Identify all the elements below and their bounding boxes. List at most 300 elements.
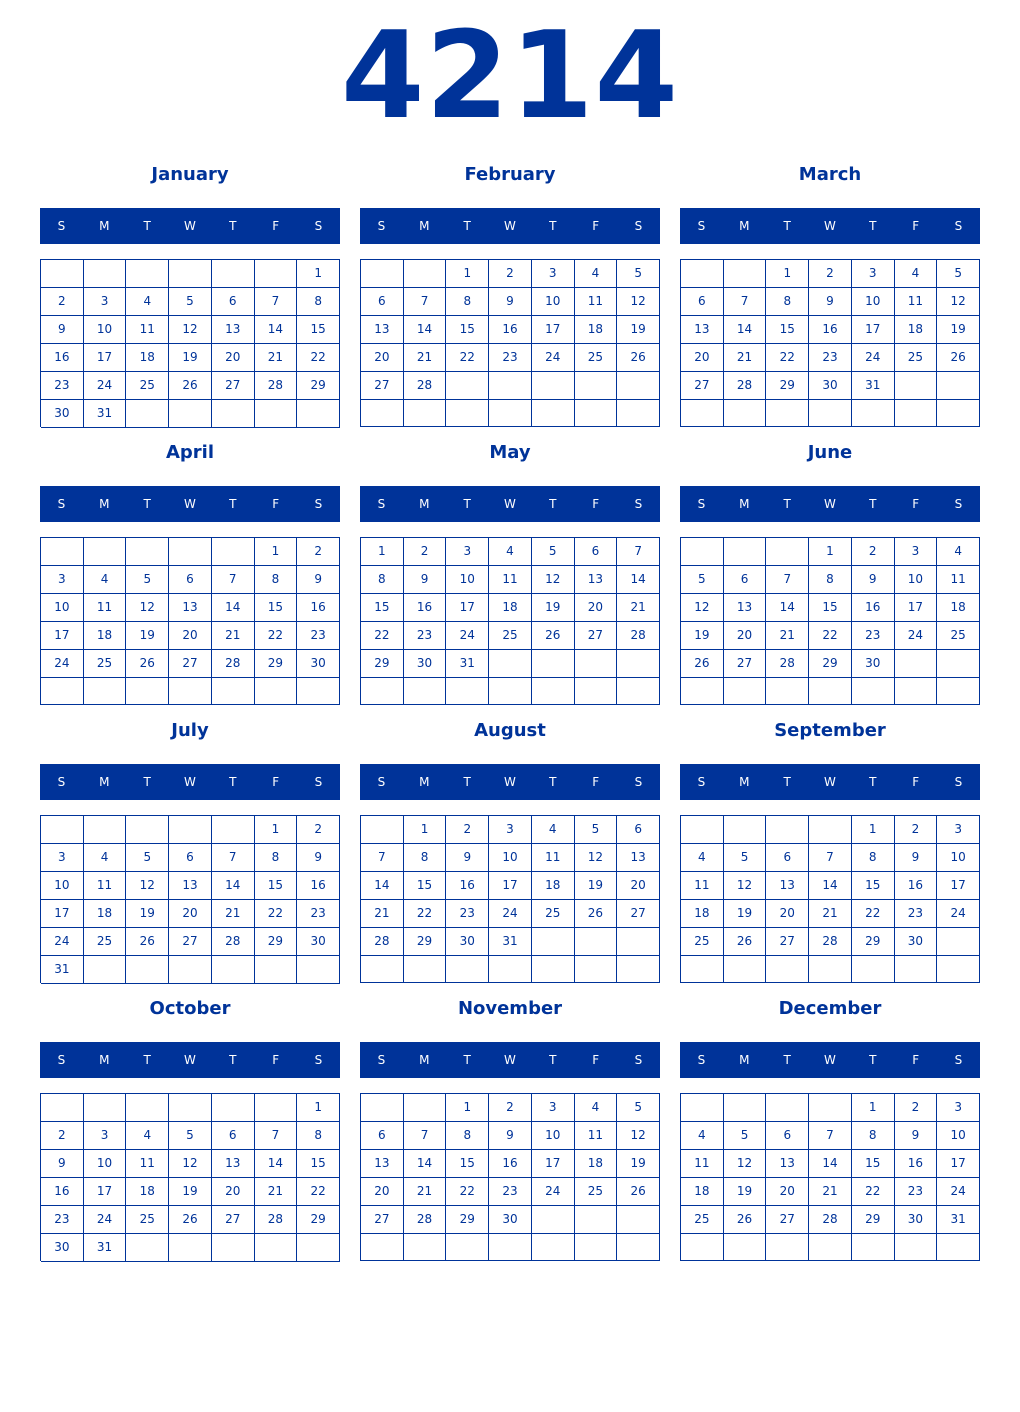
day-cell[interactable]: 4 <box>126 1122 169 1150</box>
day-cell[interactable]: 11 <box>84 594 127 622</box>
day-cell[interactable]: 18 <box>84 622 127 650</box>
day-cell[interactable]: 18 <box>681 1178 724 1206</box>
day-cell[interactable]: 19 <box>617 316 660 344</box>
day-cell[interactable]: 24 <box>532 344 575 372</box>
day-cell[interactable]: 1 <box>809 538 852 566</box>
day-cell[interactable]: 6 <box>361 288 404 316</box>
day-cell[interactable]: 21 <box>766 622 809 650</box>
day-cell[interactable]: 11 <box>937 566 980 594</box>
day-cell[interactable]: 21 <box>212 900 255 928</box>
day-cell[interactable]: 7 <box>255 288 298 316</box>
day-cell[interactable]: 26 <box>724 1206 767 1234</box>
day-cell[interactable]: 29 <box>852 1206 895 1234</box>
day-cell[interactable]: 30 <box>446 928 489 956</box>
day-cell[interactable]: 7 <box>617 538 660 566</box>
day-cell[interactable]: 25 <box>84 928 127 956</box>
day-cell[interactable]: 13 <box>212 1150 255 1178</box>
day-cell[interactable]: 19 <box>575 872 618 900</box>
day-cell[interactable]: 29 <box>852 928 895 956</box>
day-cell[interactable]: 20 <box>766 900 809 928</box>
day-cell[interactable]: 7 <box>255 1122 298 1150</box>
day-cell[interactable]: 24 <box>446 622 489 650</box>
day-cell[interactable]: 26 <box>169 372 212 400</box>
day-cell[interactable]: 20 <box>575 594 618 622</box>
day-cell[interactable]: 16 <box>809 316 852 344</box>
day-cell[interactable]: 29 <box>297 1206 340 1234</box>
day-cell[interactable]: 6 <box>169 566 212 594</box>
day-cell[interactable]: 17 <box>489 872 532 900</box>
day-cell[interactable]: 28 <box>766 650 809 678</box>
day-cell[interactable]: 1 <box>297 260 340 288</box>
day-cell[interactable]: 6 <box>681 288 724 316</box>
day-cell[interactable]: 14 <box>809 872 852 900</box>
day-cell[interactable]: 7 <box>212 566 255 594</box>
day-cell[interactable]: 24 <box>41 650 84 678</box>
day-cell[interactable]: 1 <box>361 538 404 566</box>
day-cell[interactable]: 19 <box>169 1178 212 1206</box>
day-cell[interactable]: 23 <box>41 1206 84 1234</box>
day-cell[interactable]: 27 <box>617 900 660 928</box>
day-cell[interactable]: 1 <box>852 1094 895 1122</box>
day-cell[interactable]: 4 <box>84 566 127 594</box>
day-cell[interactable]: 23 <box>852 622 895 650</box>
day-cell[interactable]: 20 <box>169 900 212 928</box>
day-cell[interactable]: 25 <box>84 650 127 678</box>
day-cell[interactable]: 27 <box>212 372 255 400</box>
day-cell[interactable]: 24 <box>84 372 127 400</box>
day-cell[interactable]: 17 <box>532 1150 575 1178</box>
day-cell[interactable]: 3 <box>895 538 938 566</box>
day-cell[interactable]: 3 <box>532 260 575 288</box>
day-cell[interactable]: 5 <box>724 1122 767 1150</box>
day-cell[interactable]: 27 <box>681 372 724 400</box>
day-cell[interactable]: 25 <box>126 1206 169 1234</box>
day-cell[interactable]: 18 <box>575 316 618 344</box>
day-cell[interactable]: 21 <box>404 1178 447 1206</box>
day-cell[interactable]: 26 <box>617 344 660 372</box>
day-cell[interactable]: 30 <box>297 928 340 956</box>
day-cell[interactable]: 15 <box>361 594 404 622</box>
day-cell[interactable]: 2 <box>404 538 447 566</box>
day-cell[interactable]: 25 <box>575 344 618 372</box>
day-cell[interactable]: 1 <box>404 816 447 844</box>
day-cell[interactable]: 12 <box>724 1150 767 1178</box>
day-cell[interactable]: 27 <box>724 650 767 678</box>
day-cell[interactable]: 15 <box>766 316 809 344</box>
day-cell[interactable]: 12 <box>724 872 767 900</box>
day-cell[interactable]: 13 <box>169 872 212 900</box>
day-cell[interactable]: 3 <box>84 288 127 316</box>
day-cell[interactable]: 14 <box>809 1150 852 1178</box>
day-cell[interactable]: 20 <box>361 344 404 372</box>
day-cell[interactable]: 10 <box>532 288 575 316</box>
day-cell[interactable]: 29 <box>404 928 447 956</box>
day-cell[interactable]: 27 <box>766 928 809 956</box>
day-cell[interactable]: 2 <box>489 260 532 288</box>
day-cell[interactable]: 17 <box>852 316 895 344</box>
day-cell[interactable]: 5 <box>617 260 660 288</box>
day-cell[interactable]: 7 <box>766 566 809 594</box>
day-cell[interactable]: 18 <box>895 316 938 344</box>
day-cell[interactable]: 30 <box>895 1206 938 1234</box>
day-cell[interactable]: 9 <box>41 1150 84 1178</box>
day-cell[interactable]: 12 <box>169 316 212 344</box>
day-cell[interactable]: 14 <box>766 594 809 622</box>
day-cell[interactable]: 1 <box>852 816 895 844</box>
day-cell[interactable]: 4 <box>126 288 169 316</box>
day-cell[interactable]: 13 <box>361 316 404 344</box>
day-cell[interactable]: 5 <box>681 566 724 594</box>
day-cell[interactable]: 5 <box>617 1094 660 1122</box>
day-cell[interactable]: 22 <box>766 344 809 372</box>
day-cell[interactable]: 19 <box>532 594 575 622</box>
day-cell[interactable]: 2 <box>297 816 340 844</box>
day-cell[interactable]: 2 <box>895 816 938 844</box>
day-cell[interactable]: 4 <box>532 816 575 844</box>
day-cell[interactable]: 30 <box>809 372 852 400</box>
day-cell[interactable]: 17 <box>937 872 980 900</box>
day-cell[interactable]: 28 <box>617 622 660 650</box>
day-cell[interactable]: 20 <box>724 622 767 650</box>
day-cell[interactable]: 29 <box>446 1206 489 1234</box>
day-cell[interactable]: 14 <box>404 1150 447 1178</box>
day-cell[interactable]: 5 <box>532 538 575 566</box>
day-cell[interactable]: 6 <box>724 566 767 594</box>
day-cell[interactable]: 11 <box>895 288 938 316</box>
day-cell[interactable]: 16 <box>297 594 340 622</box>
day-cell[interactable]: 19 <box>724 1178 767 1206</box>
day-cell[interactable]: 1 <box>766 260 809 288</box>
day-cell[interactable]: 29 <box>255 650 298 678</box>
day-cell[interactable]: 22 <box>297 1178 340 1206</box>
day-cell[interactable]: 1 <box>255 816 298 844</box>
day-cell[interactable]: 25 <box>489 622 532 650</box>
day-cell[interactable]: 30 <box>41 1234 84 1262</box>
day-cell[interactable]: 8 <box>297 288 340 316</box>
day-cell[interactable]: 22 <box>852 1178 895 1206</box>
day-cell[interactable]: 10 <box>937 844 980 872</box>
day-cell[interactable]: 31 <box>446 650 489 678</box>
day-cell[interactable]: 19 <box>724 900 767 928</box>
day-cell[interactable]: 2 <box>41 288 84 316</box>
day-cell[interactable]: 15 <box>297 316 340 344</box>
day-cell[interactable]: 17 <box>532 316 575 344</box>
day-cell[interactable]: 9 <box>297 566 340 594</box>
day-cell[interactable]: 17 <box>84 1178 127 1206</box>
day-cell[interactable]: 12 <box>681 594 724 622</box>
day-cell[interactable]: 2 <box>446 816 489 844</box>
day-cell[interactable]: 9 <box>895 1122 938 1150</box>
day-cell[interactable]: 11 <box>489 566 532 594</box>
day-cell[interactable]: 28 <box>255 372 298 400</box>
day-cell[interactable]: 20 <box>169 622 212 650</box>
day-cell[interactable]: 26 <box>681 650 724 678</box>
day-cell[interactable]: 9 <box>489 288 532 316</box>
day-cell[interactable]: 18 <box>126 344 169 372</box>
day-cell[interactable]: 1 <box>446 260 489 288</box>
day-cell[interactable]: 11 <box>681 872 724 900</box>
day-cell[interactable]: 24 <box>895 622 938 650</box>
day-cell[interactable]: 29 <box>361 650 404 678</box>
day-cell[interactable]: 19 <box>681 622 724 650</box>
day-cell[interactable]: 21 <box>255 1178 298 1206</box>
day-cell[interactable]: 12 <box>532 566 575 594</box>
day-cell[interactable]: 2 <box>895 1094 938 1122</box>
day-cell[interactable]: 4 <box>489 538 532 566</box>
day-cell[interactable]: 3 <box>937 1094 980 1122</box>
day-cell[interactable]: 25 <box>681 928 724 956</box>
day-cell[interactable]: 6 <box>212 1122 255 1150</box>
day-cell[interactable]: 13 <box>724 594 767 622</box>
day-cell[interactable]: 28 <box>212 650 255 678</box>
day-cell[interactable]: 1 <box>255 538 298 566</box>
day-cell[interactable]: 15 <box>852 1150 895 1178</box>
day-cell[interactable]: 14 <box>212 872 255 900</box>
day-cell[interactable]: 31 <box>489 928 532 956</box>
day-cell[interactable]: 23 <box>895 1178 938 1206</box>
day-cell[interactable]: 24 <box>84 1206 127 1234</box>
day-cell[interactable]: 20 <box>212 1178 255 1206</box>
day-cell[interactable]: 10 <box>446 566 489 594</box>
day-cell[interactable]: 15 <box>852 872 895 900</box>
day-cell[interactable]: 8 <box>297 1122 340 1150</box>
day-cell[interactable]: 24 <box>937 1178 980 1206</box>
day-cell[interactable]: 24 <box>489 900 532 928</box>
day-cell[interactable]: 20 <box>766 1178 809 1206</box>
day-cell[interactable]: 27 <box>766 1206 809 1234</box>
day-cell[interactable]: 18 <box>126 1178 169 1206</box>
day-cell[interactable]: 15 <box>255 594 298 622</box>
day-cell[interactable]: 17 <box>895 594 938 622</box>
day-cell[interactable]: 29 <box>766 372 809 400</box>
day-cell[interactable]: 23 <box>489 344 532 372</box>
day-cell[interactable]: 15 <box>446 1150 489 1178</box>
day-cell[interactable]: 25 <box>681 1206 724 1234</box>
day-cell[interactable]: 3 <box>84 1122 127 1150</box>
day-cell[interactable]: 21 <box>809 1178 852 1206</box>
day-cell[interactable]: 28 <box>404 1206 447 1234</box>
day-cell[interactable]: 17 <box>41 900 84 928</box>
day-cell[interactable]: 13 <box>766 872 809 900</box>
day-cell[interactable]: 6 <box>169 844 212 872</box>
day-cell[interactable]: 13 <box>617 844 660 872</box>
day-cell[interactable]: 31 <box>84 1234 127 1262</box>
day-cell[interactable]: 4 <box>937 538 980 566</box>
day-cell[interactable]: 5 <box>169 1122 212 1150</box>
day-cell[interactable]: 16 <box>852 594 895 622</box>
day-cell[interactable]: 2 <box>809 260 852 288</box>
day-cell[interactable]: 1 <box>297 1094 340 1122</box>
day-cell[interactable]: 22 <box>446 344 489 372</box>
day-cell[interactable]: 7 <box>361 844 404 872</box>
day-cell[interactable]: 13 <box>575 566 618 594</box>
day-cell[interactable]: 22 <box>809 622 852 650</box>
day-cell[interactable]: 12 <box>575 844 618 872</box>
day-cell[interactable]: 8 <box>255 844 298 872</box>
day-cell[interactable]: 26 <box>126 928 169 956</box>
day-cell[interactable]: 8 <box>766 288 809 316</box>
day-cell[interactable]: 8 <box>255 566 298 594</box>
day-cell[interactable]: 4 <box>575 1094 618 1122</box>
day-cell[interactable]: 13 <box>681 316 724 344</box>
day-cell[interactable]: 11 <box>575 288 618 316</box>
day-cell[interactable]: 22 <box>404 900 447 928</box>
day-cell[interactable]: 31 <box>84 400 127 428</box>
day-cell[interactable]: 16 <box>446 872 489 900</box>
day-cell[interactable]: 7 <box>809 844 852 872</box>
day-cell[interactable]: 2 <box>852 538 895 566</box>
day-cell[interactable]: 16 <box>404 594 447 622</box>
day-cell[interactable]: 9 <box>41 316 84 344</box>
day-cell[interactable]: 7 <box>724 288 767 316</box>
day-cell[interactable]: 17 <box>41 622 84 650</box>
day-cell[interactable]: 28 <box>404 372 447 400</box>
day-cell[interactable]: 26 <box>617 1178 660 1206</box>
day-cell[interactable]: 10 <box>84 316 127 344</box>
day-cell[interactable]: 19 <box>937 316 980 344</box>
day-cell[interactable]: 17 <box>84 344 127 372</box>
day-cell[interactable]: 1 <box>446 1094 489 1122</box>
day-cell[interactable]: 8 <box>809 566 852 594</box>
day-cell[interactable]: 7 <box>212 844 255 872</box>
day-cell[interactable]: 26 <box>532 622 575 650</box>
day-cell[interactable]: 27 <box>361 372 404 400</box>
day-cell[interactable]: 23 <box>297 900 340 928</box>
day-cell[interactable]: 5 <box>937 260 980 288</box>
day-cell[interactable]: 10 <box>895 566 938 594</box>
day-cell[interactable]: 3 <box>446 538 489 566</box>
day-cell[interactable]: 22 <box>255 900 298 928</box>
day-cell[interactable]: 4 <box>84 844 127 872</box>
day-cell[interactable]: 12 <box>617 288 660 316</box>
day-cell[interactable]: 19 <box>126 622 169 650</box>
day-cell[interactable]: 31 <box>937 1206 980 1234</box>
day-cell[interactable]: 23 <box>41 372 84 400</box>
day-cell[interactable]: 22 <box>297 344 340 372</box>
day-cell[interactable]: 7 <box>404 1122 447 1150</box>
day-cell[interactable]: 8 <box>446 1122 489 1150</box>
day-cell[interactable]: 25 <box>895 344 938 372</box>
day-cell[interactable]: 14 <box>404 316 447 344</box>
day-cell[interactable]: 16 <box>41 1178 84 1206</box>
day-cell[interactable]: 9 <box>895 844 938 872</box>
day-cell[interactable]: 18 <box>575 1150 618 1178</box>
day-cell[interactable]: 8 <box>404 844 447 872</box>
day-cell[interactable]: 13 <box>212 316 255 344</box>
day-cell[interactable]: 14 <box>255 1150 298 1178</box>
day-cell[interactable]: 3 <box>852 260 895 288</box>
day-cell[interactable]: 21 <box>809 900 852 928</box>
day-cell[interactable]: 19 <box>617 1150 660 1178</box>
day-cell[interactable]: 30 <box>852 650 895 678</box>
day-cell[interactable]: 9 <box>852 566 895 594</box>
day-cell[interactable]: 10 <box>41 594 84 622</box>
day-cell[interactable]: 20 <box>212 344 255 372</box>
day-cell[interactable]: 6 <box>766 844 809 872</box>
day-cell[interactable]: 27 <box>169 928 212 956</box>
day-cell[interactable]: 25 <box>937 622 980 650</box>
day-cell[interactable]: 22 <box>255 622 298 650</box>
day-cell[interactable]: 4 <box>895 260 938 288</box>
day-cell[interactable]: 24 <box>937 900 980 928</box>
day-cell[interactable]: 8 <box>446 288 489 316</box>
day-cell[interactable]: 30 <box>41 400 84 428</box>
day-cell[interactable]: 28 <box>809 1206 852 1234</box>
day-cell[interactable]: 25 <box>126 372 169 400</box>
day-cell[interactable]: 16 <box>41 344 84 372</box>
day-cell[interactable]: 11 <box>126 1150 169 1178</box>
day-cell[interactable]: 18 <box>532 872 575 900</box>
day-cell[interactable]: 29 <box>809 650 852 678</box>
day-cell[interactable]: 16 <box>489 1150 532 1178</box>
day-cell[interactable]: 4 <box>681 1122 724 1150</box>
day-cell[interactable]: 3 <box>532 1094 575 1122</box>
day-cell[interactable]: 24 <box>532 1178 575 1206</box>
day-cell[interactable]: 23 <box>895 900 938 928</box>
day-cell[interactable]: 9 <box>446 844 489 872</box>
day-cell[interactable]: 2 <box>41 1122 84 1150</box>
day-cell[interactable]: 20 <box>617 872 660 900</box>
day-cell[interactable]: 19 <box>169 344 212 372</box>
day-cell[interactable]: 28 <box>361 928 404 956</box>
day-cell[interactable]: 28 <box>212 928 255 956</box>
day-cell[interactable]: 18 <box>937 594 980 622</box>
day-cell[interactable]: 23 <box>446 900 489 928</box>
day-cell[interactable]: 22 <box>361 622 404 650</box>
day-cell[interactable]: 26 <box>575 900 618 928</box>
day-cell[interactable]: 14 <box>255 316 298 344</box>
day-cell[interactable]: 10 <box>489 844 532 872</box>
day-cell[interactable]: 21 <box>617 594 660 622</box>
day-cell[interactable]: 24 <box>852 344 895 372</box>
day-cell[interactable]: 21 <box>361 900 404 928</box>
day-cell[interactable]: 10 <box>852 288 895 316</box>
day-cell[interactable]: 28 <box>255 1206 298 1234</box>
day-cell[interactable]: 8 <box>852 1122 895 1150</box>
day-cell[interactable]: 5 <box>169 288 212 316</box>
day-cell[interactable]: 9 <box>489 1122 532 1150</box>
day-cell[interactable]: 5 <box>126 566 169 594</box>
day-cell[interactable]: 23 <box>809 344 852 372</box>
day-cell[interactable]: 3 <box>41 566 84 594</box>
day-cell[interactable]: 30 <box>489 1206 532 1234</box>
day-cell[interactable]: 21 <box>212 622 255 650</box>
day-cell[interactable]: 26 <box>937 344 980 372</box>
day-cell[interactable]: 28 <box>724 372 767 400</box>
day-cell[interactable]: 18 <box>84 900 127 928</box>
day-cell[interactable]: 21 <box>404 344 447 372</box>
day-cell[interactable]: 4 <box>575 260 618 288</box>
day-cell[interactable]: 14 <box>361 872 404 900</box>
day-cell[interactable]: 30 <box>297 650 340 678</box>
day-cell[interactable]: 15 <box>404 872 447 900</box>
day-cell[interactable]: 6 <box>212 288 255 316</box>
day-cell[interactable]: 3 <box>489 816 532 844</box>
day-cell[interactable]: 6 <box>361 1122 404 1150</box>
day-cell[interactable]: 3 <box>41 844 84 872</box>
day-cell[interactable]: 17 <box>446 594 489 622</box>
day-cell[interactable]: 15 <box>446 316 489 344</box>
day-cell[interactable]: 9 <box>809 288 852 316</box>
day-cell[interactable]: 19 <box>126 900 169 928</box>
day-cell[interactable]: 20 <box>361 1178 404 1206</box>
day-cell[interactable]: 2 <box>489 1094 532 1122</box>
day-cell[interactable]: 27 <box>212 1206 255 1234</box>
day-cell[interactable]: 10 <box>532 1122 575 1150</box>
day-cell[interactable]: 16 <box>895 872 938 900</box>
day-cell[interactable]: 26 <box>169 1206 212 1234</box>
day-cell[interactable]: 28 <box>809 928 852 956</box>
